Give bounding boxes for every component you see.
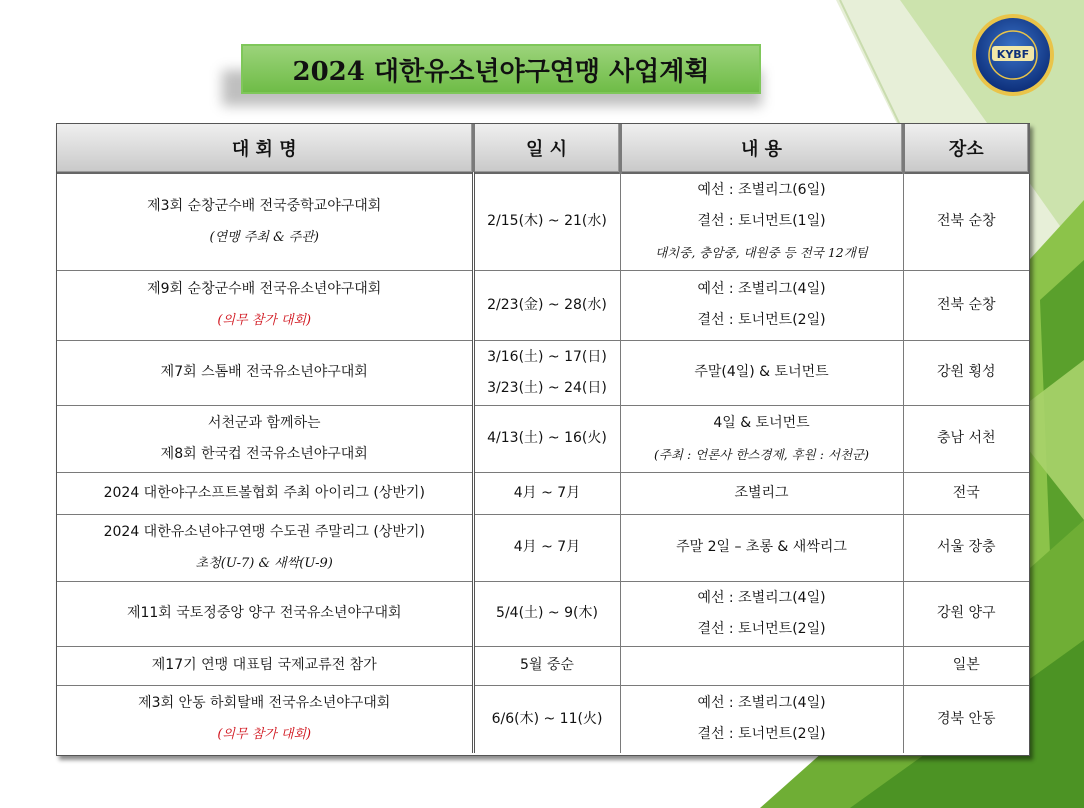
event-note: 초청(U-7) & 새싹(U-9): [195, 555, 333, 571]
event-date: 5월 중순: [520, 657, 574, 673]
content-cell: [620, 685, 903, 753]
event-name-cell: [57, 405, 473, 472]
table-row: [57, 405, 1029, 472]
event-name: 제8회 한국컵 전국유소년야구대회: [160, 445, 368, 462]
date-cell: [473, 581, 620, 646]
event-name-cell: [57, 472, 473, 514]
date-cell: [473, 173, 620, 270]
content-line: 결선 : 토너먼트(1일): [697, 213, 826, 230]
table-row: [57, 340, 1029, 405]
event-name: 2024 대한야구소프트볼협회 주최 아이리그 (상반기): [103, 484, 425, 501]
content-line: 주말 2일 – 초롱 & 새싹리그: [676, 539, 847, 555]
event-name: 제3회 안동 하회탈배 전국유소년야구대회: [138, 695, 391, 712]
date-cell: [473, 646, 620, 685]
header-event-name: 대 회 명: [57, 124, 473, 173]
content-line: 4일 & 토너먼트: [713, 414, 810, 431]
event-name-cell: [57, 173, 473, 270]
event-name-cell: [57, 685, 473, 753]
schedule-table-container: [56, 123, 1030, 756]
content-line: 결선 : 토너먼트(2일): [697, 620, 826, 637]
table-row: [57, 646, 1029, 685]
table-row: [57, 270, 1029, 340]
content-line: 예선 : 조별리그(4일): [697, 589, 826, 606]
content-note: (주최 : 언론사 한스경제, 후원 : 서천군): [653, 446, 870, 462]
event-date: 3/23(土) ~ 24(日): [487, 379, 607, 396]
header-date: 일 시: [473, 124, 620, 173]
place-cell: 강원 횡성: [903, 340, 1029, 405]
table-header-row: [57, 124, 1029, 173]
content-line: 결선 : 토너먼트(2일): [697, 726, 826, 743]
kybf-logo: [970, 12, 1056, 98]
logo-text: KYBF: [996, 48, 1030, 61]
event-name: 제9회 순창군수배 전국유소년야구대회: [147, 281, 382, 297]
place-cell: 일본: [903, 646, 1029, 685]
event-date: 4月 ~ 7月: [513, 484, 581, 501]
place-cell: 서울 장충: [903, 514, 1029, 581]
event-name-cell: [57, 581, 473, 646]
place-cell: 전북 순창: [903, 270, 1029, 340]
event-date: 2/23(金) ~ 28(水): [487, 296, 607, 313]
content-cell: [620, 581, 903, 646]
content-line: 예선 : 조별리그(4일): [697, 281, 826, 297]
event-date: 2/15(木) ~ 21(水): [487, 213, 607, 230]
event-note: (연맹 주최 & 주관): [209, 229, 319, 245]
event-name: 제11회 국토정중앙 양구 전국유소년야구대회: [126, 605, 402, 621]
date-cell: [473, 685, 620, 753]
content-cell: [620, 340, 903, 405]
table-row: [57, 173, 1029, 270]
date-cell: [473, 340, 620, 405]
event-date: 4月 ~ 7月: [513, 539, 581, 555]
event-name: 2024 대한유소년야구연맹 수도권 주말리그 (상반기): [103, 523, 425, 540]
date-cell: [473, 472, 620, 514]
content-cell: [620, 270, 903, 340]
table-row: [57, 685, 1029, 753]
content-line: 주말(4일) & 토너먼트: [694, 364, 829, 380]
event-name-cell: [57, 340, 473, 405]
page-title: 2024 대한유소년야구연맹 사업계획: [241, 44, 761, 94]
place-cell: 경북 안동: [936, 710, 996, 727]
event-date: 5/4(土) ~ 9(木): [496, 605, 598, 621]
event-name: 제3회 순창군수배 전국중학교야구대회: [147, 197, 382, 214]
place-cell: 충남 서천: [903, 405, 1029, 472]
event-date: 3/16(土) ~ 17(日): [487, 348, 607, 365]
event-name: 제7회 스톰배 전국유소년야구대회: [160, 364, 368, 380]
content-line: 결선 : 토너먼트(2일): [697, 312, 826, 328]
event-date: 6/6(木) ~ 11(火): [491, 710, 603, 727]
content-cell: [620, 472, 903, 514]
table-row: [57, 514, 1029, 581]
event-name-cell: [57, 646, 473, 685]
content-line: 조별리그: [734, 484, 789, 501]
place-cell: 전북 순창: [903, 173, 1029, 270]
content-line: 예선 : 조별리그(4일): [697, 695, 826, 712]
content-cell: [620, 646, 903, 685]
date-cell: [473, 405, 620, 472]
header-place: 장소: [903, 124, 1029, 173]
event-name-cell: [57, 514, 473, 581]
content-cell: [620, 514, 903, 581]
date-cell: [473, 514, 620, 581]
table-row: [57, 581, 1029, 646]
event-name-cell: [57, 270, 473, 340]
content-cell: [620, 173, 903, 270]
table-row: [57, 472, 1029, 514]
date-cell: [473, 270, 620, 340]
header-content: 내 용: [620, 124, 903, 173]
event-note-mandatory: (의무 참가 대회): [217, 727, 312, 743]
content-note: 대치중, 충암중, 대원중 등 전국 12개팀: [655, 245, 868, 261]
content-line: 예선 : 조별리그(6일): [697, 182, 826, 199]
schedule-table: [57, 124, 1030, 753]
content-cell: [620, 405, 903, 472]
place-cell: 강원 양구: [903, 581, 1029, 646]
event-date: 4/13(土) ~ 16(火): [487, 430, 607, 446]
event-name: 서천군과 함께하는: [207, 414, 321, 431]
place-cell: 전국: [903, 472, 1029, 514]
event-name: 제17기 연맹 대표팀 국제교류전 참가: [151, 657, 377, 673]
event-note-mandatory: (의무 참가 대회): [217, 313, 312, 328]
